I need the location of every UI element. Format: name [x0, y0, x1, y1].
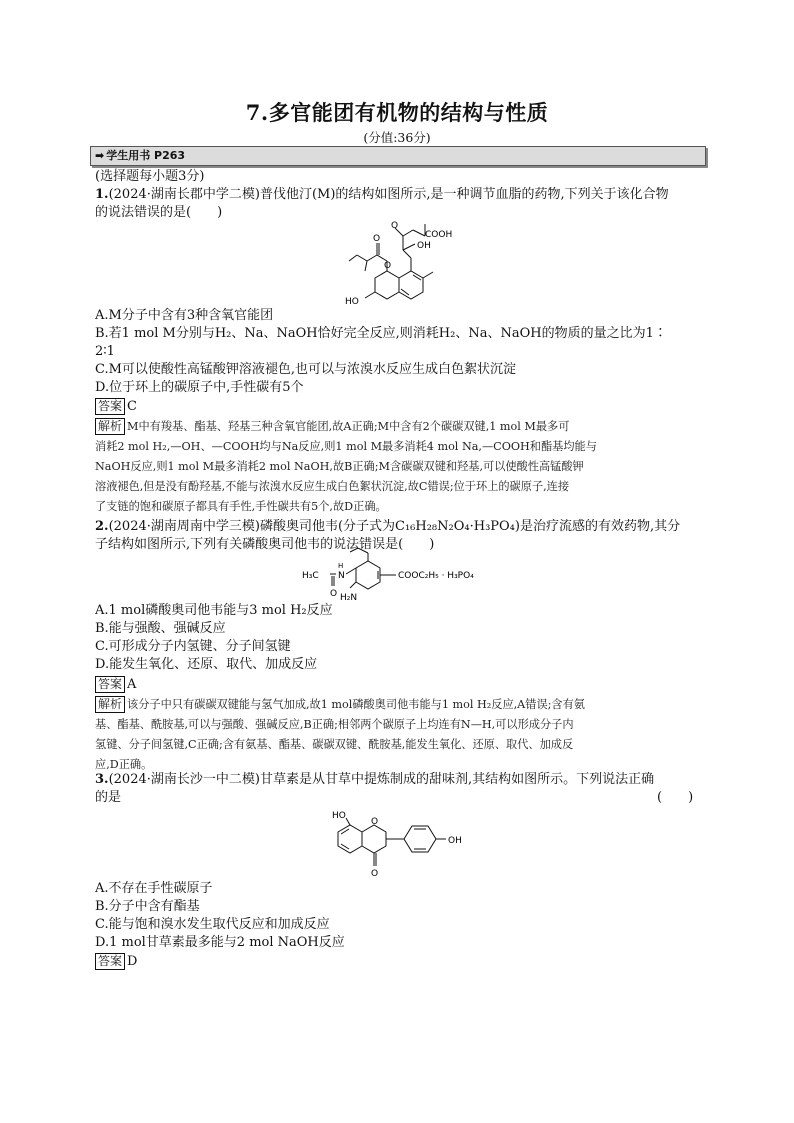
q3-stem-text1: (2024·湖南长沙一中二模)甘草素是从甘草中提炼制成的甜味剂,其结构如图所示。下列说法正确: [108, 772, 655, 787]
q1-fig-oh: OH: [417, 241, 431, 251]
q3-fig-ho: HO: [332, 811, 346, 821]
q1-answer-value: C: [127, 399, 137, 414]
q1-option-a: A.M分子中含有3种含氧官能团: [95, 308, 274, 323]
q2-fig-h: H: [338, 562, 344, 570]
q3-stem-line2: [95, 789, 705, 807]
q1-option-b-line1: B.若1 mol M分别与H₂、Na、NaOH恰好完全反应,则消耗H₂、Na、NaOH的物质的量之比为1∶: [95, 326, 667, 341]
answer-tag: 答案: [95, 953, 125, 970]
q2-answer: [95, 676, 705, 694]
q1-analysis-line4: 溶液褪色,但是没有酚羟基,不能与浓溴水反应生成白色絮状沉淀,故C错误;位于环上的碳原子,连接: [95, 480, 570, 493]
analysis-tag: 解析: [95, 418, 125, 435]
q1-option-c: C.M可以使酸性高锰酸钾溶液褪色,也可以与浓溴水反应生成白色絮状沉淀: [95, 362, 517, 377]
q1-analysis-line3: NaOH反应,则1 mol M最多消耗2 mol NaOH,故B正确;M含碳碳双键和羟基,可以使酸性高锰酸钾: [95, 460, 584, 473]
q1-analysis-line1: [95, 417, 705, 436]
q3-answer-blank: ( ): [657, 790, 694, 805]
q3-stem-text2: 的是: [95, 790, 122, 805]
q3-stem-line1: [95, 771, 705, 789]
q1-answer: [95, 398, 705, 416]
q2-structure-figure: [300, 548, 510, 604]
q2-option-d: D.能发生氧化、还原、取代、加成反应: [95, 657, 318, 672]
q2-option-a: A.1 mol磷酸奥司他韦能与3 mol H₂反应: [95, 603, 333, 618]
q1-fig-cooh: COOH: [425, 230, 453, 240]
q3-number: 3.: [95, 772, 109, 787]
q1-number: 1.: [95, 187, 109, 202]
q2-analysis-line2: 基、酯基、酰胺基,可以与强酸、强碱反应,B正确;相邻两个碳原子上均连有N—H,可以形成分子内: [95, 718, 574, 731]
student-book-bar: [90, 146, 706, 166]
q3-structure-figure: [320, 810, 480, 880]
q2-analysis-line1: [95, 695, 705, 714]
q3-option-c: C.能与饱和溴水发生取代反应和加成反应: [95, 917, 330, 932]
answer-tag: 答案: [95, 676, 125, 693]
analysis-tag: 解析: [95, 696, 125, 713]
student-book-ref: 学生用书 P263: [106, 149, 186, 162]
q1-analysis-line2: 消耗2 mol H₂,—OH、—COOH均与Na反应,则1 mol M最多消耗4 mol Na,—COOH和酯基均能与: [95, 440, 597, 453]
q2-answer-value: A: [127, 677, 137, 692]
q1-option-d: D.位于环上的碳原子中,手性碳有5个: [95, 380, 304, 395]
answer-tag: 答案: [95, 398, 125, 415]
q1-fig-o: O: [384, 261, 392, 271]
q3-answer-value: D: [127, 954, 138, 969]
q1-stem-line1: [95, 186, 705, 204]
q1-structure-figure: [335, 216, 475, 316]
q2-fig-nh2: H₂N: [340, 593, 358, 603]
q3-fig-o-ring: O: [371, 817, 379, 827]
arrow-icon: ➡: [95, 149, 105, 162]
q1-analysis-text1: M中有羧基、酯基、羟基三种含氧官能团,故A正确;M中含有2个碳碳双键,1 mol M最多可: [127, 420, 570, 433]
q1-fig-o-carbonyl: O: [373, 234, 381, 244]
q2-number: 2.: [95, 519, 109, 534]
q1-fig-ho: HO: [345, 297, 359, 307]
q3-answer: [95, 953, 705, 971]
q2-analysis-line3: 氢键、分子间氢键,C正确;含有氨基、酯基、碳碳双键、酰胺基,能发生氧化、还原、取代、加成反: [95, 738, 574, 751]
q3-fig-oh: OH: [448, 836, 462, 846]
q1-fig-oh-top: O: [391, 221, 399, 231]
q2-analysis-line4: 应,D正确。: [95, 758, 153, 771]
q3-option-d: D.1 mol甘草素最多能与2 mol NaOH反应: [95, 935, 345, 950]
q3-option-a: A.不存在手性碳原子: [95, 881, 213, 896]
q2-stem-line1: [95, 518, 705, 536]
q2-option-c: C.可形成分子内氢键、分子间氢键: [95, 639, 291, 654]
q1-stem-line2: 的说法错误的是( ): [95, 205, 223, 220]
q1-analysis-line5: 了支链的饱和碳原子都具有手性,手性碳共有5个,故D正确。: [95, 500, 387, 513]
q3-option-b: B.分子中含有酯基: [95, 899, 200, 914]
q1-option-b-line2: 2∶1: [95, 344, 115, 359]
q2-fig-n: N: [338, 571, 345, 581]
q2-analysis-text1: 该分子中只有碳碳双键能与氢气加成,故1 mol磷酸奥司他韦能与1 mol H₂反应,A错误;含有氨: [127, 698, 585, 711]
q2-fig-o: O: [330, 589, 338, 599]
q2-option-b: B.能与强酸、强碱反应: [95, 621, 226, 636]
score-note: (分值:36分): [363, 130, 431, 145]
q2-fig-h3c: H₃C: [302, 571, 319, 581]
q2-stem-text1: (2024·湖南周南中学三模)磷酸奥司他韦(分子式为C₁₆H₂₈N₂O₄·H₃PO₄)是治疗流感的有效药物,其分: [108, 519, 681, 534]
q1-stem-text1: (2024·湖南长郡中学二模)普伐他汀(M)的结构如图所示,是一种调节血脂的药物,下列关于该化合物: [108, 187, 669, 202]
q2-fig-cooc2h5: COOC₂H₅ · H₃PO₄: [398, 571, 474, 581]
section-note: (选择题每小题3分): [95, 169, 205, 184]
q3-fig-o-carbonyl: O: [371, 869, 379, 879]
page-title: 7.多官能团有机物的结构与性质: [245, 100, 549, 125]
q2-stem-line2: 子结构如图所示,下列有关磷酸奥司他韦的说法错误是( ): [95, 537, 435, 552]
